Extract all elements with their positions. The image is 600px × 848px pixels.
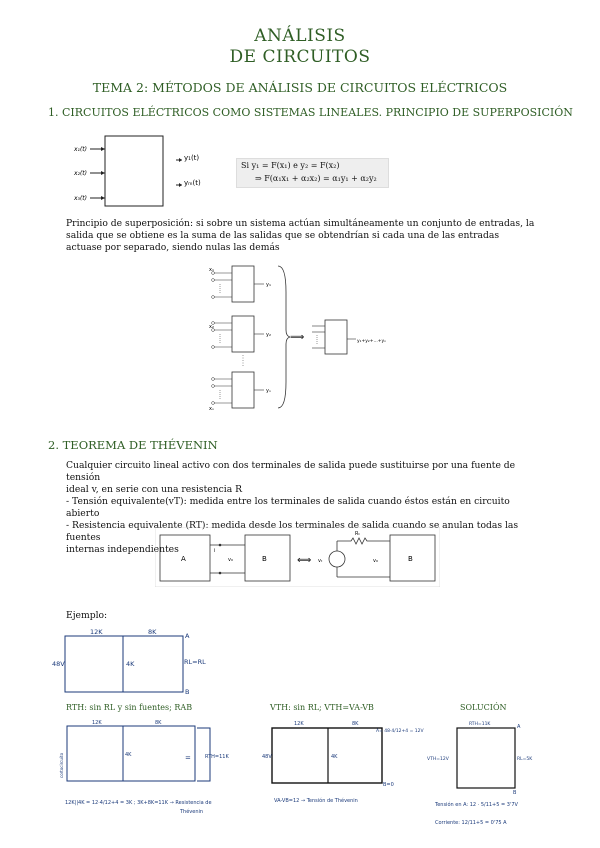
rth-circuit bbox=[55, 718, 245, 818]
vt-source bbox=[329, 551, 345, 567]
yn-label: yₙ bbox=[266, 388, 271, 394]
label-vo: v₀ bbox=[228, 557, 233, 563]
y1-label: y₁ bbox=[266, 282, 271, 288]
thevenin-line-3: - Tensión equivalente(vT): medida entre los terminales de salida cuando éstos están en circuito abierto bbox=[66, 496, 510, 519]
rth-value: RTH=11K bbox=[205, 754, 229, 760]
rth-note-1: 12K||4K = 12·4/12+4 = 3K ; 3K+8K=11K → Resistencia de bbox=[65, 800, 212, 806]
vth-r1: 12K bbox=[294, 721, 304, 727]
system-block-diagram bbox=[70, 130, 240, 210]
section2-heading: 2. TEOREMA DE THÉVENIN bbox=[48, 438, 218, 452]
network-b-box bbox=[245, 535, 290, 581]
subtitle: TEMA 2: MÉTODOS DE ANÁLISIS DE CIRCUITOS ELÉCTRICOS bbox=[92, 80, 508, 95]
example-rl: RL=RL bbox=[184, 658, 206, 666]
superposition-diagram bbox=[200, 262, 410, 412]
equiv-arrow: ⟺ bbox=[297, 555, 312, 566]
vth-b0: B=0 bbox=[383, 782, 394, 788]
implies-arrow: ⟹ bbox=[290, 332, 305, 343]
label-i: i bbox=[214, 548, 216, 554]
title-line-2: DE CIRCUITOS bbox=[229, 47, 371, 67]
rth-r2: 8K bbox=[155, 720, 162, 726]
solution-rl: RL=5K bbox=[517, 757, 533, 762]
sum-output: y₁+y₂+...+yₙ bbox=[357, 339, 386, 344]
output-ym: yₘ(t) bbox=[184, 179, 201, 187]
output-y1: y₁(t) bbox=[184, 154, 200, 162]
superposition-formula bbox=[236, 158, 389, 188]
y2-label: y₂ bbox=[266, 332, 271, 338]
rth-eq: = bbox=[185, 754, 191, 762]
superposition-paragraph: Principio de superposición: si sobre un sistema actúan simultáneamente un conjunto de entradas, la salida que se obtiene es la suma de las salidas que se obtendrían si cada una de las entradas actuase por separado, siendo nulas las demás bbox=[66, 218, 535, 253]
vth-r3: 4K bbox=[331, 754, 338, 760]
input-x3: x₃(t) bbox=[74, 195, 87, 202]
xn-label: xₙ bbox=[209, 406, 214, 412]
solution-t2: Corriente: 12/11+5 = 0'75 A bbox=[435, 820, 507, 826]
block-2 bbox=[209, 316, 271, 352]
example-a: A bbox=[185, 632, 190, 640]
solution-a: A bbox=[517, 724, 521, 730]
label-b: B bbox=[262, 555, 267, 563]
vth-label: VTH: sin RL; VTH=VA-VB bbox=[270, 703, 374, 712]
solution-circuit bbox=[425, 718, 565, 833]
label-vo-2: v₀ bbox=[373, 558, 378, 564]
thevenin-line-4: - Resistencia equivalente (RT): medida desde los terminales de salida cuando se anulan todas las fuentes bbox=[66, 520, 519, 543]
label-rt: Rₜ bbox=[355, 531, 360, 537]
thevenin-circuit-figure bbox=[155, 527, 440, 587]
rth-r1: 12K bbox=[92, 720, 102, 726]
example-r1: 12K bbox=[90, 628, 103, 636]
block-1 bbox=[209, 266, 271, 302]
rt-resistor bbox=[337, 538, 390, 544]
system-box bbox=[105, 136, 163, 206]
solution-label: SOLUCIÓN bbox=[460, 703, 507, 712]
thevenin-line-5: internas independientes bbox=[66, 544, 179, 555]
vth-note-top: A= 48·4/12+4 = 12V bbox=[376, 729, 424, 734]
combined-box bbox=[325, 320, 347, 354]
solution-b: B bbox=[513, 790, 517, 796]
solution-vth: VTH=12V bbox=[427, 757, 449, 762]
rth-short: cortocircuito bbox=[59, 752, 64, 778]
solution-rth: RTH=11K bbox=[469, 722, 491, 727]
x1-label: x₁ bbox=[209, 267, 214, 273]
label-a: A bbox=[181, 555, 186, 563]
thevenin-line-1: Cualquier circuito lineal activo con dos terminales de salida puede sustituirse por una fuente de tensión bbox=[66, 460, 516, 483]
section1-heading: 1. CIRCUITOS ELÉCTRICOS COMO SISTEMAS LINEALES. PRINCIPIO DE SUPERPOSICIÓN bbox=[48, 106, 573, 119]
input-x1: x₁(t) bbox=[74, 146, 87, 153]
rth-note-2: Thévenin bbox=[180, 809, 204, 815]
example-r3: 4K bbox=[126, 660, 135, 668]
title-line-1: ANÁLISIS bbox=[254, 26, 346, 46]
label-vt: vₜ bbox=[318, 558, 323, 564]
vth-r2: 8K bbox=[352, 721, 359, 727]
vth-circuit bbox=[260, 718, 430, 808]
example-source: 48V bbox=[52, 660, 65, 668]
example-circuit bbox=[50, 626, 220, 696]
formula-line-1: Si y₁ = F(x₁) e y₂ = F(x₂) bbox=[241, 161, 340, 170]
example-r2: 8K bbox=[148, 628, 157, 636]
formula-line-2: ⇒ F(α₁x₁ + α₂x₂) = α₁y₁ + α₂y₂ bbox=[255, 174, 377, 183]
example-b: B bbox=[185, 688, 190, 696]
vth-note: VA-VB=12 → Tensión de Thévenin bbox=[274, 798, 358, 804]
rth-label: RTH: sin RL y sin fuentes; RAB bbox=[66, 703, 193, 712]
rth-r3: 4K bbox=[125, 752, 132, 758]
example-label: Ejemplo: bbox=[66, 610, 108, 621]
x2-label: x₂ bbox=[209, 324, 214, 330]
input-x2: x₂(t) bbox=[74, 170, 87, 177]
thevenin-line-2: ideal v, en serie con una resistencia R bbox=[66, 484, 243, 495]
brace bbox=[278, 266, 290, 408]
block-n bbox=[209, 372, 271, 412]
vth-source: 48V bbox=[262, 754, 272, 760]
solution-t1: Tensión en A: 12 · 5/11+5 = 3'7V bbox=[435, 802, 518, 808]
label-b2: B bbox=[408, 555, 413, 563]
